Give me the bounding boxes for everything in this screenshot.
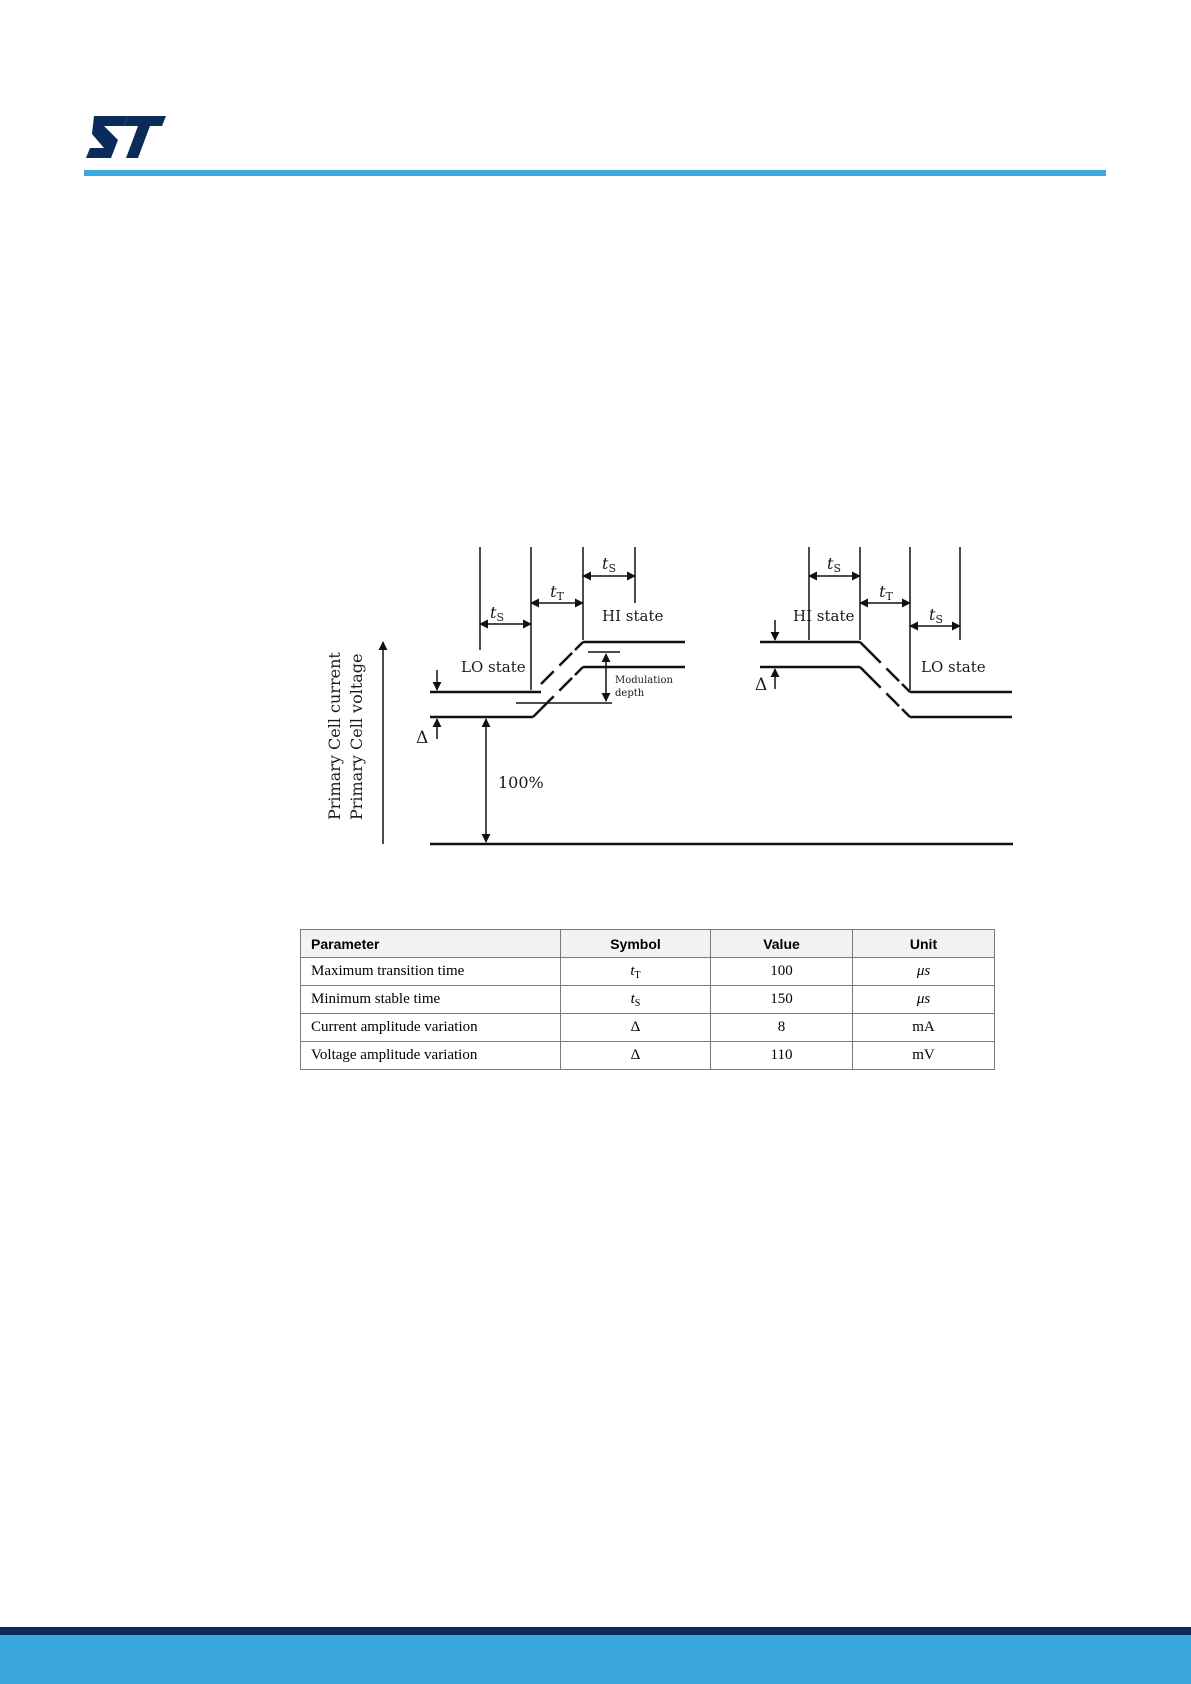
y-axis-label-voltage: Primary Cell voltage — [347, 653, 366, 820]
y-axis-label-current: Primary Cell current — [325, 652, 344, 820]
header-value: Value — [711, 930, 853, 958]
hi-state-left: HI state — [602, 607, 664, 625]
dimension-arrows — [437, 576, 960, 842]
cell-unit: mA — [853, 1014, 995, 1042]
cell-value: 150 — [711, 986, 853, 1014]
footer-dark-band — [0, 1627, 1191, 1635]
cell-symbol: $t_S$ — [561, 986, 711, 1014]
table-row — [301, 986, 995, 1014]
table-row — [301, 958, 995, 986]
cell-unit: μs — [853, 958, 995, 986]
st-logo-s-shape — [86, 116, 128, 158]
cell-symbol: Δ — [561, 1042, 711, 1070]
label-t-s-left: tS — [490, 603, 504, 624]
modulation-timing-diagram — [0, 500, 1191, 860]
label-t-s-right: tS — [929, 605, 943, 626]
cell-parameter: Maximum transition time — [301, 958, 561, 986]
st-logo — [84, 114, 168, 160]
percent-label: 100% — [498, 773, 544, 792]
st-logo-t-shape — [124, 116, 166, 158]
label-t-t-right: tT — [879, 582, 893, 603]
label-t-s-top-left: tS — [602, 554, 616, 575]
table-row — [301, 1042, 995, 1070]
cell-parameter: Minimum stable time — [301, 986, 561, 1014]
header-unit: Unit — [853, 930, 995, 958]
header-parameter: Parameter — [301, 930, 561, 958]
cell-value: 100 — [711, 958, 853, 986]
label-t-t-left: tT — [550, 582, 564, 603]
header-symbol: Symbol — [561, 930, 711, 958]
cell-value: 110 — [711, 1042, 853, 1070]
hi-state-right: HI state — [793, 607, 855, 625]
delta-right: Δ — [755, 675, 768, 695]
cell-parameter: Current amplitude variation — [301, 1014, 561, 1042]
timing-guides — [480, 547, 960, 703]
cell-unit: μs — [853, 986, 995, 1014]
header-rule — [84, 170, 1106, 176]
footer-blue-band — [0, 1635, 1191, 1684]
parameter-table — [300, 929, 995, 1070]
cell-value: 8 — [711, 1014, 853, 1042]
lo-state-right: LO state — [921, 658, 986, 676]
label-t-s-top-right: tS — [827, 554, 841, 575]
modulation-label-1: Modulation — [615, 675, 673, 686]
cell-parameter: Voltage amplitude variation — [301, 1042, 561, 1070]
cell-symbol: Δ — [561, 1014, 711, 1042]
lo-state-left: LO state — [461, 658, 526, 676]
modulation-label-2: depth — [615, 688, 645, 699]
cell-symbol: $t_T$ — [561, 958, 711, 986]
table-header-row — [301, 930, 995, 958]
table-row — [301, 1014, 995, 1042]
transition-ramps — [533, 642, 910, 717]
delta-left: Δ — [416, 728, 429, 748]
cell-unit: mV — [853, 1042, 995, 1070]
